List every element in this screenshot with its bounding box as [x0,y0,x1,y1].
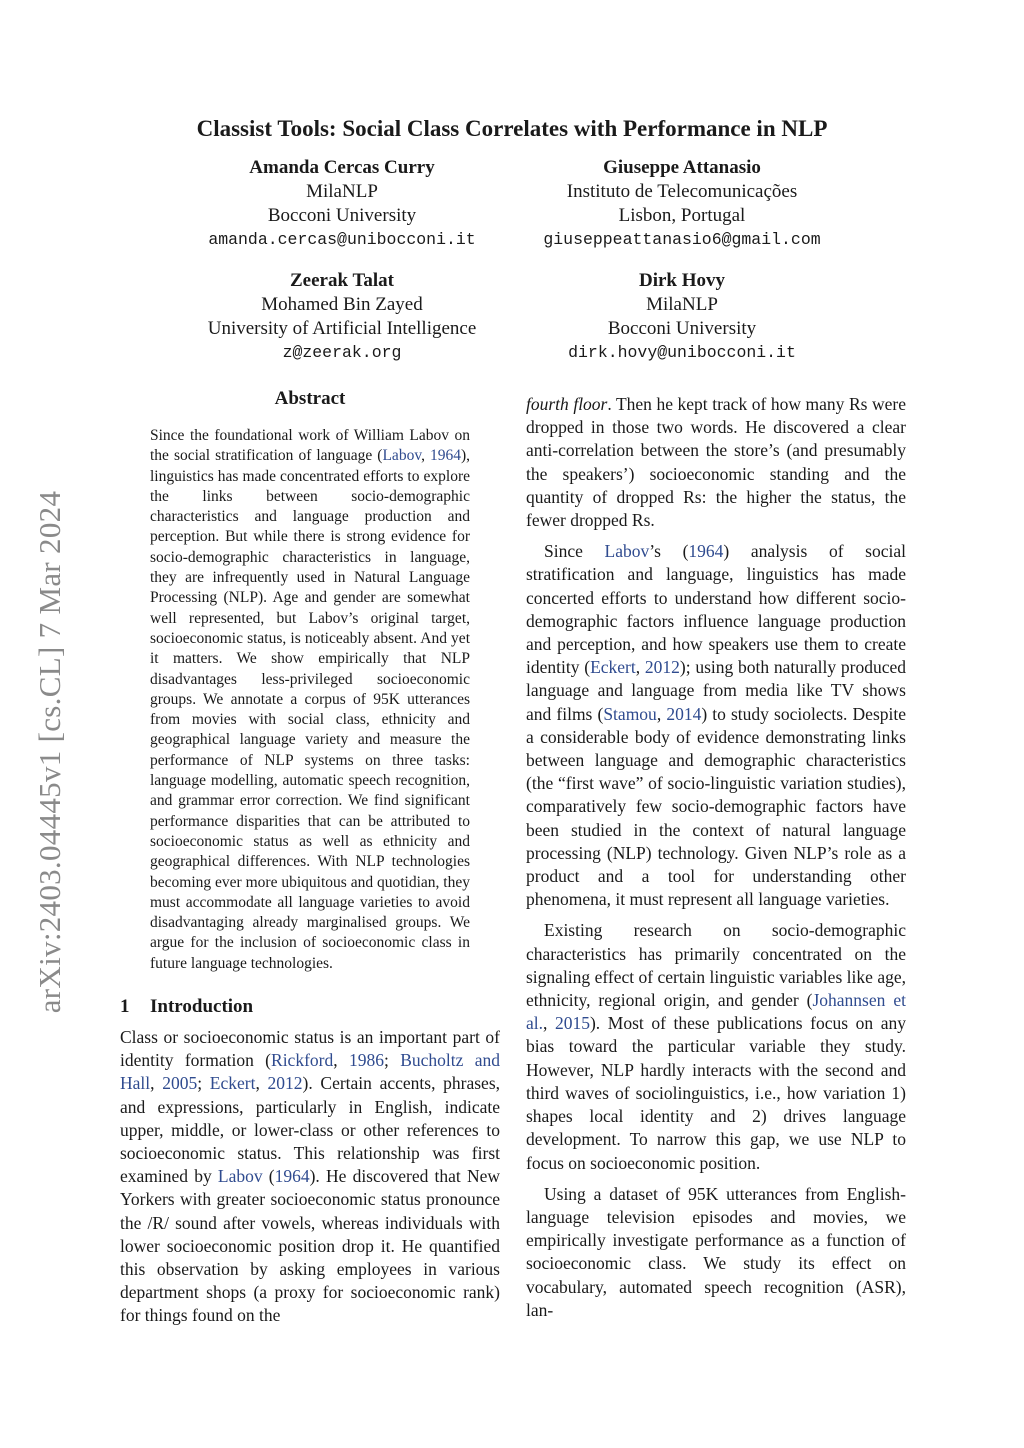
citation-link[interactable]: 2012 [267,1073,303,1094]
author-name: Zeerak Talat [290,270,394,291]
right-column [526,393,906,1322]
author-affiliation: MilaNLP [306,181,378,202]
author-email-link[interactable]: z@zeerak.org [282,343,402,362]
section-number: 1 [120,996,130,1018]
intro-paragraph-2: Since Labov’s (1964) analysis of social stratification and language, linguistics has made concerted efforts to understand how different socio-demographic factors influence language production and perception, and how speakers use them to create identity (Eckert, 2012); using both naturally produced language and language from media like TV shows and films (Stamou, 2014) to study sociolects. Despite a considerable body of evidence demonstrating links between language and demographic characteristics (the “first wave” of socio-linguistic variation studies), comparatively few socio-demographic factors have been studied in the context of natural language processing (NLP) technology. Given NLP’s role as a product and a tool for understanding other phenomena, it must represent all language varieties. [526,541,907,910]
paper-title: Classist Tools: Social Class Correlates with Performance in NLP [196,116,828,141]
author-email-link[interactable]: dirk.hovy@unibocconi.it [568,343,796,362]
citation-link[interactable]: Labov [217,1166,263,1187]
citation-link[interactable]: 1986 [348,1050,384,1071]
intro-paragraph-1-continued: fourth floor. Then he kept track of how many Rs were dropped in those two words. He discovered a clear anti-correlation between the store’s (and presumably the speakers’) socioeconomic standing and the quantity of dropped Rs: the higher the status, the fewer dropped Rs. [526,394,906,531]
author-affiliation: Bocconi University [607,318,757,339]
citation-link[interactable]: Eckert [209,1073,256,1094]
author-name: Giuseppe Attanasio [603,157,761,178]
citation-link[interactable]: Eckert [590,657,636,678]
author-block [162,269,522,365]
intro-paragraph-3: Existing research on socio-demographic characteristics has primarily concentrated on the signaling effect of certain linguistic variables like age, ethnicity, regional origin, and gender (Johannsen et al., 2015). Most of these publications focus on any bias toward the particular variable they study. However, NLP hardly interacts with the second and third waves of sociolinguistics, i.e., how variation 1) shapes local identity and 2) drives language development. To narrow this gap, we use NLP to focus on socioeconomic position. [526,920,907,1173]
author-email-link[interactable]: giuseppeattanasio6@gmail.com [543,230,821,249]
author-block [162,156,522,252]
citation-link[interactable]: Johannsen et al. [526,990,906,1034]
author-affiliation: Instituto de Telecomunicações [566,181,798,202]
author-name: Amanda Cercas Curry [249,157,435,178]
author-block [502,269,862,365]
section-title: Introduction [150,996,254,1018]
citation-link[interactable]: 2012 [644,657,680,678]
author-name: Dirk Hovy [638,270,726,291]
author-affiliation: Bocconi University [267,205,417,226]
citation-link[interactable]: Labov [604,541,650,562]
citation-link[interactable]: 1964 [429,447,461,465]
citation-link[interactable]: 2014 [666,703,702,724]
citation-link[interactable]: 2005 [162,1073,198,1094]
abstract-body: Since the foundational work of William Labov on the social stratification of language (Labov, 1964), linguistics has made concentrated efforts to explore the links between socio-demographic characteristics and language production and perception. But while there is strong evidence for socio-demographic characteristics in language, they are infrequently used in Natural Language Processing (NLP). Age and gender are somewhat well represented, but Labov’s original target, socioeconomic status, is noticeably absent. And yet it matters. We show empirically that NLP disadvantages less-privileged socioeconomic groups. We annotate a corpus of 95K utterances from movies with social class, ethnicity and geographical language variety and measure the performance of NLP systems on three tasks: language modelling, automatic speech recognition, and grammar error correction. We find significant performance disparities that can be attributed to socioeconomic status as well as ethnicity and geographical differences. With NLP technologies becoming ever more ubiquitous and quotidian, they must accommodate all language varieties to avoid disadvantaging already marginalised groups. We argue for the inclusion of socioeconomic class in future language technologies. [150,427,470,972]
citation-link[interactable]: 1964 [274,1166,310,1187]
author-affiliation: MilaNLP [646,294,718,315]
citation-link[interactable]: 2015 [554,1013,590,1034]
author-affiliation: Lisbon, Portugal [618,205,746,226]
author-email-link[interactable]: amanda.cercas@unibocconi.it [208,230,476,249]
left-column [120,388,500,1328]
abstract-heading: Abstract [274,388,346,409]
intro-paragraph-1: Class or socioeconomic status is an important part of identity formation (Rickford, 1986; Bucholtz and Hall, 2005; Eckert, 2012). Certain accents, phrases, and expressions, particularly in English, indicate upper, middle, or lower-class or other references to socioeconomic status. This relationship was first examined by Labov (1964). He discovered that New Yorkers with greater socioeconomic status pronounce the /R/ sound after vowels, whereas individuals with lower socioeconomic position drop it. He quantified this observation by asking employees in various department shops (a proxy for socioeconomic rank) for things found on the [120,1027,501,1326]
section-heading-introduction [120,996,500,1018]
citation-link[interactable]: Rickford [271,1050,334,1071]
citation-link[interactable]: Bucholtz and Hall [120,1050,500,1094]
author-affiliation: University of Artificial Intelligence [207,318,477,339]
intro-paragraph-4: Using a dataset of 95K utterances from English-language television episodes and movies, we empirically investigate performance as a function of socioeconomic class. We study its effect on vocabulary, automated speech recognition (ASR), lan- [526,1183,906,1320]
author-affiliation: Mohamed Bin Zayed [261,294,423,315]
emphasis: fourth floor [526,394,608,414]
author-block [502,156,862,252]
arxiv-identifier: arXiv:2403.04445v1 [cs.CL] 7 Mar 2024 [32,490,67,1014]
citation-link[interactable]: Stamou [603,703,657,724]
citation-link[interactable]: 1964 [688,541,724,562]
citation-link[interactable]: Labov [382,447,422,465]
